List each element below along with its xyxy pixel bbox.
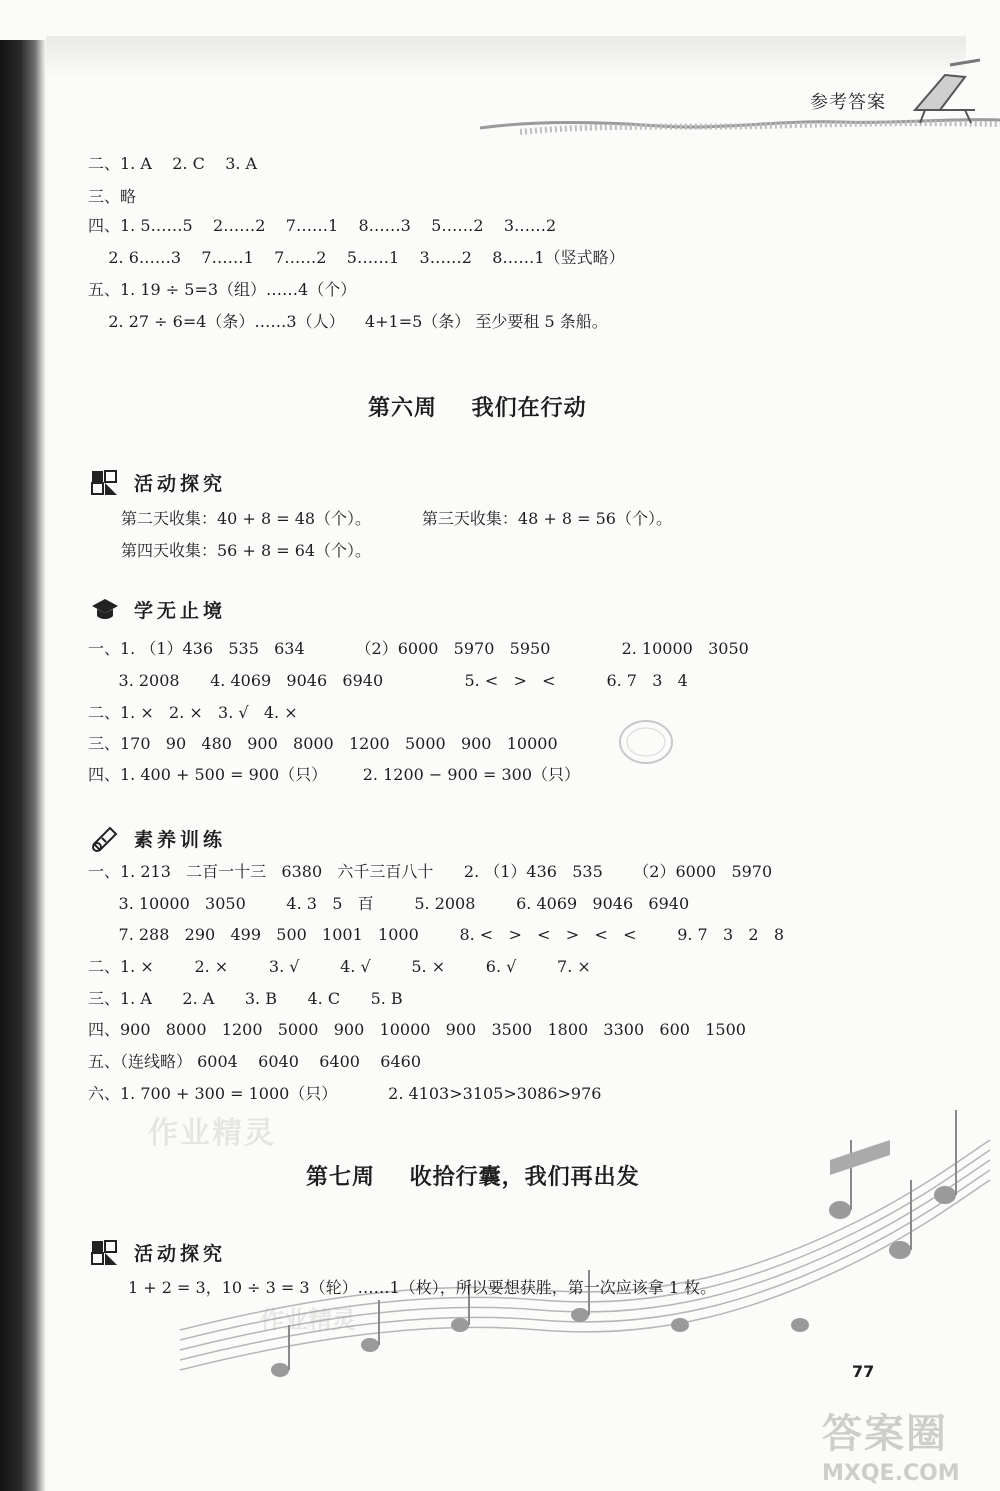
answer-line: 一、1. （1）436 535 634 （2）6000 5970 5950 2. 10000 3050 [88, 639, 749, 658]
book-spine-shadow [0, 40, 46, 1491]
answer-line: 3. 10000 3050 4. 3 5 百 5. 2008 6. 4069 9046 6940 [88, 894, 690, 913]
top-scan-band [46, 36, 966, 78]
site-logo [822, 1402, 982, 1486]
section-activity-week7 [90, 1238, 226, 1266]
watermark: 作业精灵 [148, 1116, 276, 1151]
answer-line: 二、1. × 2. × 3. √ 4. × [88, 703, 298, 722]
answer-line: 三、略 [88, 187, 137, 206]
section-training-week6 [90, 824, 226, 852]
section-label: 素养训练 [134, 828, 227, 851]
section-label: 学无止境 [134, 599, 227, 622]
answer-line: 3. 2008 4. 4069 9046 6940 5. < > < 6. 7 3 4 [88, 671, 688, 690]
graduation-cap-icon [90, 595, 120, 623]
puzzle-icon [90, 1238, 120, 1266]
music-notes-decoration [160, 1100, 1000, 1400]
answer-line: 7. 288 290 499 500 1001 1000 8. < > < > < < 9. 7 3 2 8 [88, 925, 785, 944]
header-title: 参考答案 [810, 92, 886, 113]
page-number: 77 [852, 1362, 875, 1381]
site-logo-url: MXQE.COM [822, 1461, 960, 1486]
section-label: 活动探究 [134, 1242, 227, 1265]
answer-line: 四、1. 400 + 500 = 900（只） 2. 1200 − 900 = 300（只） [88, 765, 581, 784]
answer-line: 四、900 8000 1200 5000 900 10000 900 3500 1800 3300 600 1500 [88, 1020, 746, 1039]
week-seven-title: 第七周 收拾行囊，我们再出发 [306, 1165, 640, 1190]
answer-line: 2. 6……3 7……1 7……2 5……1 3……2 8……1（竖式略） [88, 248, 625, 267]
answer-line: 二、1. × 2. × 3. √ 4. √ 5. × 6. √ 7. × [88, 957, 591, 976]
answer-line: 二、1. A 2. C 3. A [88, 154, 258, 173]
section-activity-week6 [90, 468, 226, 496]
section-learning-week6 [90, 595, 226, 623]
answer-line: 1 + 2 = 3，10 ÷ 3 = 3（轮）……1（枚），所以要想获胜，第一次应该拿 1 枚。 [128, 1278, 717, 1297]
beach-chair-icon [905, 55, 985, 125]
answer-line: 三、1. A 2. A 3. B 4. C 5. B [88, 989, 403, 1008]
answer-line: 一、1. 213 二百一十三 6380 六千三百八十 2. （1）436 535 （2）6000 5970 [88, 862, 773, 881]
answer-line: 四、1. 5……5 2……2 7……1 8……3 5……2 3……2 [88, 216, 557, 235]
stamp-seal [617, 717, 675, 767]
answer-line: 五、（连线略） 6004 6040 6400 6460 [88, 1052, 421, 1071]
section-label: 活动探究 [134, 472, 227, 495]
answer-line: 六、1. 700 + 300 = 1000（只） 2. 4103>3105>3086>976 [88, 1084, 602, 1103]
puzzle-icon [90, 468, 120, 496]
answer-line: 第四天收集：56 + 8 = 64（个）。 [121, 541, 372, 560]
watermark: 作业精灵 [260, 1306, 356, 1334]
diploma-scroll-icon [90, 824, 120, 852]
answer-line: 三、170 90 480 900 8000 1200 5000 900 10000 [88, 734, 558, 753]
site-logo-text: 答案圈 [822, 1411, 948, 1457]
answer-line: 五、1. 19 ÷ 5=3（组）……4（个） [88, 280, 357, 299]
answer-line: 2. 27 ÷ 6=4（条）……3（人） 4+1=5（条） 至少要租 5 条船。 [88, 312, 608, 331]
answer-line: 第二天收集：40 + 8 = 48（个）。 第三天收集：48 + 8 = 56（个）。 [121, 509, 672, 528]
week-six-title: 第六周 我们在行动 [368, 396, 587, 421]
